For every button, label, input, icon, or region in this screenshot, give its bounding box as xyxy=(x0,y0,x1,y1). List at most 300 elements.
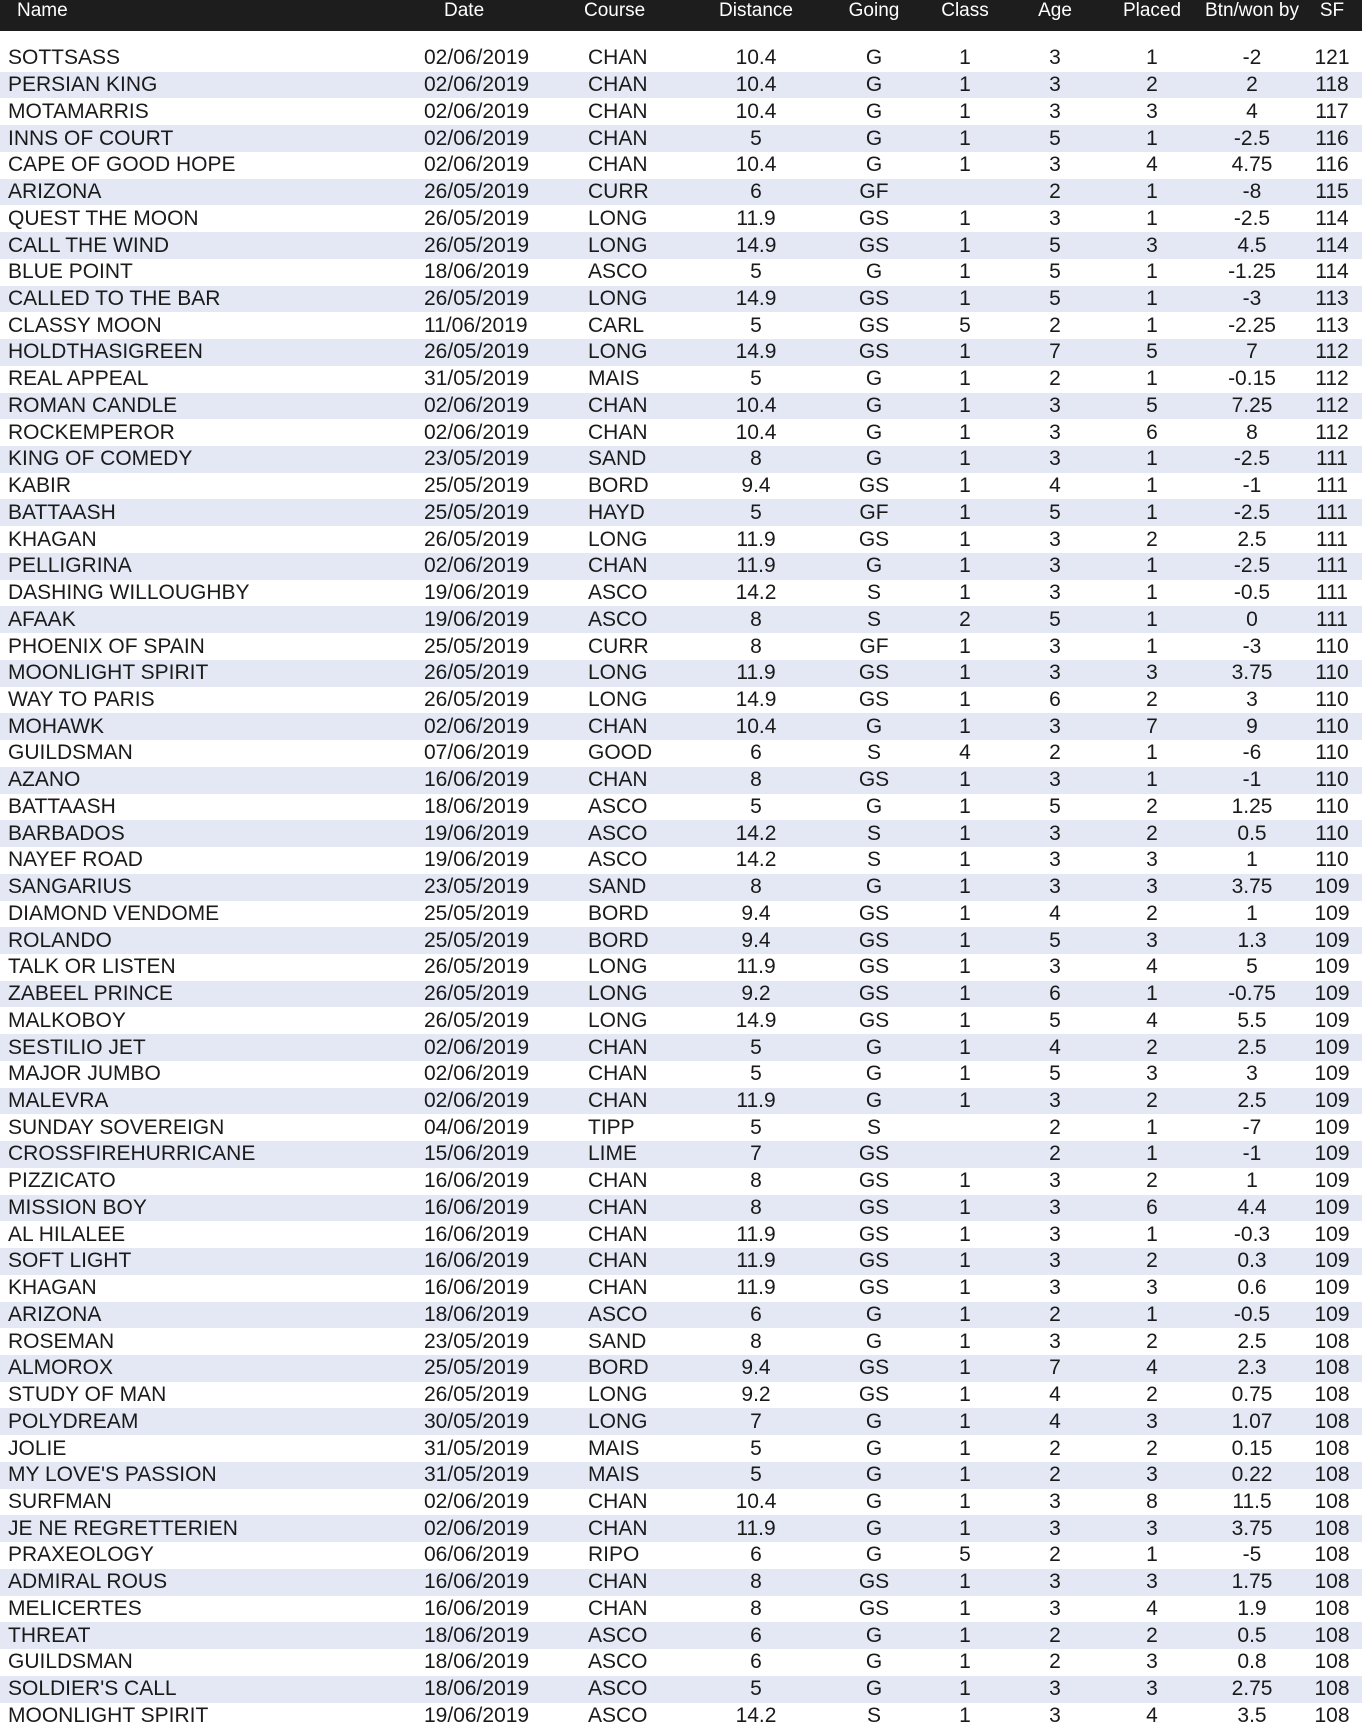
cell-name: AL HILALEE xyxy=(8,1222,126,1246)
cell-name: DASHING WILLOUGHBY xyxy=(8,581,250,605)
cell-class: 1 xyxy=(959,126,971,150)
cell-course: LONG xyxy=(588,1409,648,1433)
cell-placed: 2 xyxy=(1146,73,1158,97)
cell-course: SAND xyxy=(588,875,647,899)
cell-date: 31/05/2019 xyxy=(424,1436,530,1460)
cell-going: GS xyxy=(858,313,890,337)
cell-sf: 109 xyxy=(1314,1035,1350,1059)
cell-placed: 2 xyxy=(1146,1035,1158,1059)
cell-age: 3 xyxy=(1049,1516,1061,1540)
cell-name: ROSEMAN xyxy=(8,1329,115,1353)
cell-going: G xyxy=(865,554,883,578)
cell-going: GS xyxy=(858,1222,890,1246)
cell-sf: 110 xyxy=(1315,634,1349,658)
cell-distance: 11.9 xyxy=(736,554,776,578)
cell-course: CHAN xyxy=(588,768,648,792)
cell-going: GS xyxy=(858,1195,890,1219)
cell-distance: 9.2 xyxy=(741,1383,771,1407)
cell-sf: 109 xyxy=(1314,1169,1350,1193)
cell-placed: 1 xyxy=(1146,1302,1158,1326)
cell-course: CHAN xyxy=(588,99,648,123)
cell-btn-won-by: 4.4 xyxy=(1237,1195,1267,1219)
cell-placed: 2 xyxy=(1146,1623,1158,1647)
cell-class: 1 xyxy=(959,901,971,925)
cell-date: 25/05/2019 xyxy=(424,928,530,952)
cell-placed: 1 xyxy=(1146,206,1158,230)
cell-name: BATTAASH xyxy=(8,794,116,818)
cell-btn-won-by: -6 xyxy=(1242,741,1262,765)
cell-name: BLUE POINT xyxy=(8,260,133,284)
cell-date: 16/06/2019 xyxy=(424,1570,530,1594)
cell-going: GS xyxy=(858,1276,890,1300)
cell-class: 1 xyxy=(959,1302,971,1326)
cell-btn-won-by: 4.75 xyxy=(1231,153,1273,177)
cell-btn-won-by: 2.5 xyxy=(1237,1089,1267,1112)
table-row xyxy=(0,1248,1362,1275)
cell-placed: 2 xyxy=(1146,1089,1158,1112)
cell-btn-won-by: 7.25 xyxy=(1231,393,1273,417)
cell-sf: 111 xyxy=(1316,447,1348,471)
cell-distance: 5 xyxy=(750,126,762,150)
cell-course: CHAN xyxy=(588,73,648,97)
cell-placed: 3 xyxy=(1146,1062,1158,1086)
cell-class: 1 xyxy=(959,554,971,578)
cell-placed: 4 xyxy=(1146,1596,1158,1620)
cell-course: TIPP xyxy=(588,1115,635,1139)
cell-course: CHAN xyxy=(588,554,648,578)
cell-course: ASCO xyxy=(588,581,648,605)
cell-course: GOOD xyxy=(588,741,653,765)
cell-sf: 108 xyxy=(1314,1703,1350,1722)
cell-distance: 14.2 xyxy=(735,848,777,872)
cell-course: SAND xyxy=(588,447,647,471)
cell-date: 30/05/2019 xyxy=(424,1409,530,1433)
cell-age: 7 xyxy=(1049,1356,1061,1380)
cell-distance: 6 xyxy=(750,180,762,204)
table-row xyxy=(0,526,1362,553)
cell-btn-won-by: 0.3 xyxy=(1237,1249,1267,1273)
cell-placed: 2 xyxy=(1146,1169,1158,1193)
cell-class: 1 xyxy=(959,99,971,123)
cell-sf: 113 xyxy=(1315,313,1349,337)
cell-sf: 117 xyxy=(1315,99,1349,123)
cell-age: 3 xyxy=(1049,714,1061,738)
cell-going: G xyxy=(865,1516,883,1540)
cell-sf: 108 xyxy=(1314,1543,1350,1567)
cell-course: LONG xyxy=(588,527,648,551)
cell-placed: 2 xyxy=(1146,1436,1158,1460)
cell-going: S xyxy=(866,607,881,631)
cell-distance: 9.4 xyxy=(741,901,771,925)
cell-going: GS xyxy=(858,1570,890,1594)
header-placed[interactable]: Placed xyxy=(1122,0,1182,21)
cell-going: G xyxy=(865,1623,883,1647)
cell-btn-won-by: 0.5 xyxy=(1237,1623,1267,1647)
cell-class: 1 xyxy=(959,1650,971,1674)
cell-class: 5 xyxy=(959,313,971,337)
cell-placed: 1 xyxy=(1146,367,1158,391)
cell-placed: 1 xyxy=(1146,581,1158,605)
cell-date: 31/05/2019 xyxy=(424,367,530,391)
cell-btn-won-by: 2.5 xyxy=(1237,527,1267,551)
cell-course: ASCO xyxy=(588,607,648,631)
cell-btn-won-by: -1.25 xyxy=(1228,260,1276,284)
cell-btn-won-by: -3 xyxy=(1242,286,1262,310)
cell-date: 16/06/2019 xyxy=(424,1222,530,1246)
cell-distance: 11.9 xyxy=(736,527,776,551)
cell-btn-won-by: 0.15 xyxy=(1231,1436,1273,1460)
cell-sf: 110 xyxy=(1315,794,1349,818)
cell-name: GUILDSMAN xyxy=(8,741,133,765)
cell-date: 26/05/2019 xyxy=(424,955,530,979)
cell-distance: 5 xyxy=(750,794,762,818)
cell-placed: 1 xyxy=(1146,1543,1158,1567)
cell-distance: 6 xyxy=(750,1302,762,1326)
table-row xyxy=(0,205,1362,232)
header-going[interactable]: Going xyxy=(848,0,900,21)
cell-class: 1 xyxy=(959,340,971,364)
cell-distance: 8 xyxy=(750,875,762,899)
cell-course: MAIS xyxy=(588,1463,640,1487)
cell-age: 5 xyxy=(1049,500,1061,524)
table-row xyxy=(0,1489,1362,1516)
table-row xyxy=(0,1168,1362,1195)
cell-course: LONG xyxy=(588,982,648,1006)
table-row xyxy=(0,1355,1362,1382)
cell-age: 3 xyxy=(1049,821,1061,845)
cell-btn-won-by: 3.75 xyxy=(1231,875,1273,899)
cell-age: 2 xyxy=(1049,741,1061,765)
cell-going: GS xyxy=(858,901,890,925)
cell-btn-won-by: -0.15 xyxy=(1228,367,1276,391)
spacer-cell xyxy=(0,31,1362,45)
cell-sf: 110 xyxy=(1315,714,1349,738)
table-row xyxy=(0,1596,1362,1623)
cell-name: WAY TO PARIS xyxy=(8,687,155,711)
cell-date: 02/06/2019 xyxy=(424,554,530,578)
table-header xyxy=(0,0,1362,31)
cell-course: HAYD xyxy=(588,500,645,524)
cell-btn-won-by: 3 xyxy=(1246,1062,1258,1086)
cell-name: PRAXEOLOGY xyxy=(8,1543,154,1567)
cell-sf: 118 xyxy=(1315,73,1349,97)
cell-course: CHAN xyxy=(588,1276,648,1300)
header-sf[interactable]: SF xyxy=(1319,0,1345,21)
cell-btn-won-by: -2 xyxy=(1242,46,1262,70)
cell-name: PIZZICATO xyxy=(8,1169,116,1193)
cell-sf: 114 xyxy=(1315,260,1349,284)
cell-sf: 109 xyxy=(1314,1115,1350,1139)
cell-age: 3 xyxy=(1049,1195,1061,1219)
cell-distance: 8 xyxy=(750,768,762,792)
cell-distance: 11.9 xyxy=(736,206,776,230)
cell-btn-won-by: 3.75 xyxy=(1231,661,1273,685)
cell-going: S xyxy=(866,741,881,765)
cell-name: NAYEF ROAD xyxy=(8,848,143,872)
cell-btn-won-by: -2.5 xyxy=(1233,447,1271,471)
table-row xyxy=(0,232,1362,259)
cell-name: AZANO xyxy=(8,768,81,792)
cell-placed: 2 xyxy=(1146,1329,1158,1353)
cell-distance: 11.9 xyxy=(736,1089,776,1112)
header-class[interactable]: Class xyxy=(941,0,989,21)
cell-distance: 10.4 xyxy=(735,46,777,70)
cell-distance: 8 xyxy=(750,447,762,471)
cell-going: G xyxy=(865,260,883,284)
cell-course: MAIS xyxy=(588,1436,640,1460)
cell-distance: 9.4 xyxy=(741,1356,771,1380)
cell-btn-won-by: 1 xyxy=(1246,901,1258,925)
cell-btn-won-by: -0.5 xyxy=(1233,581,1271,605)
cell-class: 1 xyxy=(959,1222,971,1246)
cell-going: GS xyxy=(858,1008,890,1032)
cell-btn-won-by: 0.22 xyxy=(1231,1463,1273,1487)
cell-going: G xyxy=(865,153,883,177)
cell-class xyxy=(922,1141,1008,1168)
cell-distance: 14.9 xyxy=(735,687,777,711)
cell-sf: 109 xyxy=(1314,1089,1350,1112)
cell-going: S xyxy=(866,1703,881,1722)
cell-distance: 8 xyxy=(750,1596,762,1620)
cell-placed: 3 xyxy=(1146,1276,1158,1300)
cell-name: MY LOVE'S PASSION xyxy=(8,1463,217,1487)
cell-name: ROMAN CANDLE xyxy=(8,393,178,417)
cell-placed: 1 xyxy=(1146,474,1158,498)
cell-date: 02/06/2019 xyxy=(424,420,530,444)
cell-age: 4 xyxy=(1049,1409,1061,1433)
cell-name: THREAT xyxy=(8,1623,91,1647)
cell-going: G xyxy=(865,1463,883,1487)
cell-sf: 116 xyxy=(1315,126,1349,150)
cell-name: SUNDAY SOVEREIGN xyxy=(8,1115,225,1139)
cell-distance: 11.9 xyxy=(736,955,776,979)
cell-placed: 1 xyxy=(1146,982,1158,1006)
cell-class: 1 xyxy=(959,1249,971,1273)
cell-class: 1 xyxy=(959,206,971,230)
cell-sf: 108 xyxy=(1314,1650,1350,1674)
cell-btn-won-by: 9 xyxy=(1246,714,1258,738)
cell-date: 18/06/2019 xyxy=(424,260,530,284)
cell-going: GS xyxy=(858,1142,890,1166)
cell-age: 3 xyxy=(1049,206,1061,230)
cell-sf: 108 xyxy=(1314,1570,1350,1594)
cell-date: 23/05/2019 xyxy=(424,875,530,899)
cell-name: BARBADOS xyxy=(8,821,125,845)
cell-going: S xyxy=(866,581,881,605)
cell-placed: 3 xyxy=(1146,233,1158,257)
cell-age: 5 xyxy=(1049,928,1061,952)
cell-course: CHAN xyxy=(588,1596,648,1620)
header-date[interactable]: Date xyxy=(444,0,485,21)
cell-btn-won-by: -0.3 xyxy=(1233,1222,1271,1246)
cell-sf: 112 xyxy=(1315,367,1349,391)
cell-distance: 7 xyxy=(750,1409,762,1433)
cell-btn-won-by: 1.75 xyxy=(1231,1570,1273,1594)
cell-sf: 108 xyxy=(1314,1383,1350,1407)
cell-course: ASCO xyxy=(588,1650,648,1674)
table-row xyxy=(0,286,1362,313)
cell-date: 06/06/2019 xyxy=(424,1543,530,1567)
cell-going: S xyxy=(866,1115,881,1139)
cell-date: 19/06/2019 xyxy=(424,1703,530,1722)
cell-class: 4 xyxy=(959,741,971,765)
cell-age: 6 xyxy=(1049,687,1061,711)
cell-sf: 109 xyxy=(1314,1276,1350,1300)
cell-class: 1 xyxy=(959,1570,971,1594)
table-row xyxy=(0,954,1362,981)
cell-sf: 112 xyxy=(1315,393,1349,417)
table-row xyxy=(0,1435,1362,1462)
cell-age: 3 xyxy=(1049,46,1061,70)
cell-date: 23/05/2019 xyxy=(424,447,530,471)
cell-distance: 5 xyxy=(750,260,762,284)
cell-distance: 10.4 xyxy=(735,714,777,738)
cell-placed: 1 xyxy=(1146,46,1158,70)
cell-name: PERSIAN KING xyxy=(8,73,158,97)
cell-name: CALL THE WIND xyxy=(8,233,170,257)
cell-class: 1 xyxy=(959,73,971,97)
cell-course: CHAN xyxy=(588,420,648,444)
table-row xyxy=(0,1382,1362,1409)
cell-age: 3 xyxy=(1049,1089,1061,1112)
cell-placed: 6 xyxy=(1146,420,1158,444)
cell-name: INNS OF COURT xyxy=(8,126,174,150)
cell-age: 3 xyxy=(1049,875,1061,899)
cell-placed: 3 xyxy=(1146,928,1158,952)
cell-going: GS xyxy=(858,286,890,310)
cell-course: CURR xyxy=(588,180,649,204)
table-row xyxy=(0,713,1362,740)
cell-btn-won-by: -1 xyxy=(1242,474,1262,498)
cell-name: DIAMOND VENDOME xyxy=(8,901,220,925)
cell-btn-won-by: 1.9 xyxy=(1237,1596,1267,1620)
cell-distance: 14.9 xyxy=(735,340,777,364)
cell-age: 3 xyxy=(1049,1249,1061,1273)
cell-sf: 108 xyxy=(1314,1409,1350,1433)
cell-sf: 108 xyxy=(1314,1623,1350,1647)
cell-age: 2 xyxy=(1049,1543,1061,1567)
cell-class: 1 xyxy=(959,233,971,257)
table-row xyxy=(0,98,1362,125)
cell-age: 3 xyxy=(1049,1329,1061,1353)
cell-age: 3 xyxy=(1049,1169,1061,1193)
cell-name: TALK OR LISTEN xyxy=(8,955,176,979)
cell-btn-won-by: 11.5 xyxy=(1232,1490,1272,1514)
cell-sf: 109 xyxy=(1314,928,1350,952)
cell-course: CHAN xyxy=(588,1169,648,1193)
cell-course: SAND xyxy=(588,1329,647,1353)
cell-placed: 1 xyxy=(1146,768,1158,792)
cell-age: 5 xyxy=(1049,794,1061,818)
cell-placed: 1 xyxy=(1146,634,1158,658)
cell-date: 23/05/2019 xyxy=(424,1329,530,1353)
cell-name: PHOENIX OF SPAIN xyxy=(8,634,205,658)
cell-distance: 14.2 xyxy=(735,581,777,605)
table-row xyxy=(0,1703,1362,1722)
cell-date: 26/05/2019 xyxy=(424,687,530,711)
cell-going: GS xyxy=(858,1169,890,1193)
cell-distance: 11.9 xyxy=(736,1249,776,1273)
header-course[interactable]: Course xyxy=(584,0,646,21)
table-row xyxy=(0,446,1362,473)
cell-distance: 6 xyxy=(750,1623,762,1647)
cell-class: 1 xyxy=(959,286,971,310)
cell-sf: 112 xyxy=(1315,340,1349,364)
table-body xyxy=(0,31,1362,1722)
cell-placed: 1 xyxy=(1146,313,1158,337)
cell-date: 02/06/2019 xyxy=(424,153,530,177)
header-btn-won-by[interactable]: Btn/won by xyxy=(1205,0,1299,21)
header-age[interactable]: Age xyxy=(1038,0,1072,21)
cell-distance: 10.4 xyxy=(735,73,777,97)
cell-btn-won-by: 0.75 xyxy=(1231,1383,1273,1407)
cell-class: 1 xyxy=(959,1409,971,1433)
cell-date: 16/06/2019 xyxy=(424,1169,530,1193)
cell-placed: 1 xyxy=(1146,180,1158,204)
table-row xyxy=(0,553,1362,580)
cell-sf: 109 xyxy=(1314,1302,1350,1326)
cell-age: 3 xyxy=(1049,661,1061,685)
cell-name: KHAGAN xyxy=(8,1276,97,1300)
cell-placed: 1 xyxy=(1146,447,1158,471)
cell-date: 02/06/2019 xyxy=(424,73,530,97)
cell-going: G xyxy=(865,1409,883,1433)
cell-age: 3 xyxy=(1049,955,1061,979)
cell-course: CHAN xyxy=(588,1516,648,1540)
cell-course: BORD xyxy=(588,474,649,498)
cell-btn-won-by: 3.75 xyxy=(1231,1516,1273,1540)
header-distance[interactable]: Distance xyxy=(719,0,793,21)
cell-distance: 5 xyxy=(750,1677,762,1701)
cell-distance: 7 xyxy=(750,1142,762,1166)
cell-going: G xyxy=(865,714,883,738)
cell-going: G xyxy=(865,875,883,899)
cell-distance: 5 xyxy=(750,367,762,391)
cell-distance: 8 xyxy=(750,1329,762,1353)
cell-distance: 11.9 xyxy=(736,1516,776,1540)
cell-distance: 9.4 xyxy=(741,474,771,498)
cell-date: 02/06/2019 xyxy=(424,1062,530,1086)
cell-distance: 11.9 xyxy=(736,1276,776,1300)
cell-going: GS xyxy=(858,206,890,230)
cell-age: 2 xyxy=(1049,1302,1061,1326)
cell-class: 1 xyxy=(959,794,971,818)
cell-course: LIME xyxy=(588,1142,638,1166)
cell-placed: 7 xyxy=(1146,714,1158,738)
cell-date: 02/06/2019 xyxy=(424,46,530,70)
cell-date: 25/05/2019 xyxy=(424,1356,530,1380)
cell-class: 1 xyxy=(959,1623,971,1647)
header-name[interactable]: Name xyxy=(17,0,68,21)
cell-date: 11/06/2019 xyxy=(424,313,528,337)
table-row xyxy=(0,259,1362,286)
cell-sf: 114 xyxy=(1315,206,1349,230)
cell-age: 2 xyxy=(1049,367,1061,391)
cell-placed: 2 xyxy=(1146,821,1158,845)
cell-class: 2 xyxy=(959,607,971,631)
cell-course: LONG xyxy=(588,233,648,257)
table-row xyxy=(0,1141,1362,1168)
table-row xyxy=(0,339,1362,366)
cell-name: ROLANDO xyxy=(8,928,112,952)
table-row xyxy=(0,633,1362,660)
cell-date: 26/05/2019 xyxy=(424,206,530,230)
table-row xyxy=(0,152,1362,179)
cell-class: 1 xyxy=(959,1329,971,1353)
cell-name: CAPE OF GOOD HOPE xyxy=(8,153,236,177)
cell-course: MAIS xyxy=(588,367,640,391)
cell-sf: 116 xyxy=(1315,153,1349,177)
